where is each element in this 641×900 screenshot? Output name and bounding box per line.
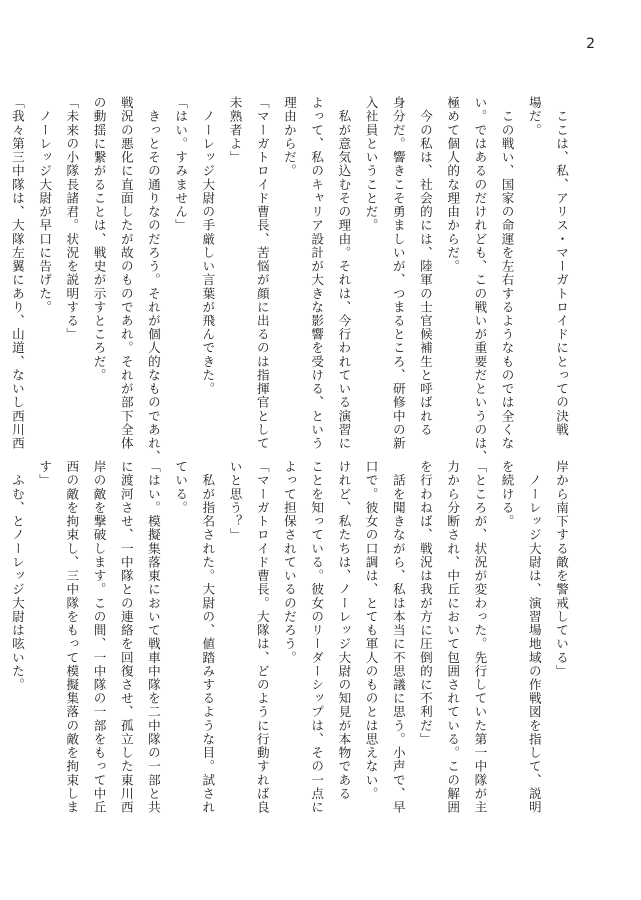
text-line: 「マーガトロイド曹長。大隊は、どのように行動すれば良 bbox=[254, 460, 270, 815]
text-line: 「はい。すみません」 bbox=[173, 96, 189, 233]
text-block-top bbox=[9, 96, 575, 464]
text-line: の動揺に繋がることは、戦史が示すところだ。 bbox=[91, 96, 107, 383]
text-line: ノーレッジ大尉は、演習場地域の作戦図を指して、説明 bbox=[526, 460, 542, 815]
text-line: 場だ。 bbox=[526, 96, 542, 137]
text-line: 「マーガトロイド曹長、苦悩が顔に出るのは指揮官として bbox=[254, 96, 270, 451]
text-line: 身分だ。響きこそ勇ましいが、つまるところ、研修中の新 bbox=[390, 96, 406, 451]
text-line: 私が指名された。大尉の、値踏みするような目。試され bbox=[200, 460, 216, 815]
page-number: 2 bbox=[586, 36, 595, 52]
text-line: す」 bbox=[37, 460, 53, 488]
text-line: に渡河させ、一中隊との連絡を回復させ、孤立した東川西 bbox=[118, 460, 134, 815]
text-line: を行わねば、戦況は我が方に圧倒的に不利だ」 bbox=[417, 460, 433, 747]
text-line: 力から分断され、中丘において包囲されている。この解囲 bbox=[445, 460, 461, 815]
text-block-bottom bbox=[9, 460, 575, 815]
text-line: ている。 bbox=[173, 460, 189, 515]
text-line: を続ける。 bbox=[499, 460, 515, 529]
text-line: ここは、私、アリス・マーガトロイドにとっての決戦 bbox=[554, 96, 569, 437]
text-line: 「ところが、状況が変わった。先行していた第一中隊が主 bbox=[472, 460, 488, 815]
text-line: 未熟者よ」 bbox=[227, 96, 243, 165]
text-line: よって担保されているのだろう。 bbox=[281, 460, 297, 665]
text-line: 西の敵を拘束し、三中隊をもって模擬集落の敵を拘束しま bbox=[64, 460, 80, 815]
text-line: 戦況の悪化に直面したが故のものであれ。それが部下全体 bbox=[118, 96, 134, 451]
text-line: この戦い、国家の命運を左右するようなものでは全くな bbox=[499, 96, 515, 451]
text-line: ノーレッジ大尉の手厳しい言葉が飛んできた。 bbox=[200, 96, 216, 396]
text-line: 「未来の小隊長諸君。状況を説明する」 bbox=[64, 96, 80, 342]
text-line: い。ではあるのだけれども、この戦いが重要だというのは、 bbox=[472, 96, 488, 464]
text-line: 私が意気込むその理由。それは、今行われている演習に bbox=[336, 96, 352, 451]
text-line: 岸から南下する敵を警戒している」 bbox=[554, 460, 569, 678]
text-line: 「はい。模擬集落東において戦車中隊を二中隊の一部と共 bbox=[145, 460, 161, 815]
text-line: きっとその通りなのだろう。それが個人的なものであれ、 bbox=[145, 96, 161, 464]
text-line: ノーレッジ大尉が早口に告げた。 bbox=[37, 96, 53, 314]
text-line: 話を聞きながら、私は本当に不思議に思う。小声で、早 bbox=[390, 460, 406, 815]
text-line: よって、私のキャリア設計が大きな影響を受ける、という bbox=[309, 96, 325, 451]
text-line: けれど、私たちは、ノーレッジ大尉の知見が本物である bbox=[336, 460, 352, 801]
text-line: ふむ、とノーレッジ大尉は呟いた。 bbox=[9, 460, 25, 692]
text-line: いと思う？」 bbox=[227, 460, 243, 542]
text-line: 岸の敵を撃破します。この間、一中隊の一部をもって中丘 bbox=[91, 460, 107, 815]
text-line: 口で。彼女の口調は、とても軍人のものとは思えない。 bbox=[363, 460, 379, 801]
text-line: 今の私は、社会的には、陸軍の士官候補生と呼ばれる bbox=[417, 96, 433, 437]
text-line: 「我々第三中隊は、大隊左翼にあり、山道、ないし西川西 bbox=[9, 96, 25, 451]
text-line: 極めて個人的な理由からだ。 bbox=[445, 96, 461, 274]
text-line: 入社員ということだ。 bbox=[363, 96, 379, 233]
text-line: 理由からだ。 bbox=[281, 96, 297, 178]
text-line: ことを知っている。彼女のリーダーシップは、その一点に bbox=[309, 460, 325, 815]
